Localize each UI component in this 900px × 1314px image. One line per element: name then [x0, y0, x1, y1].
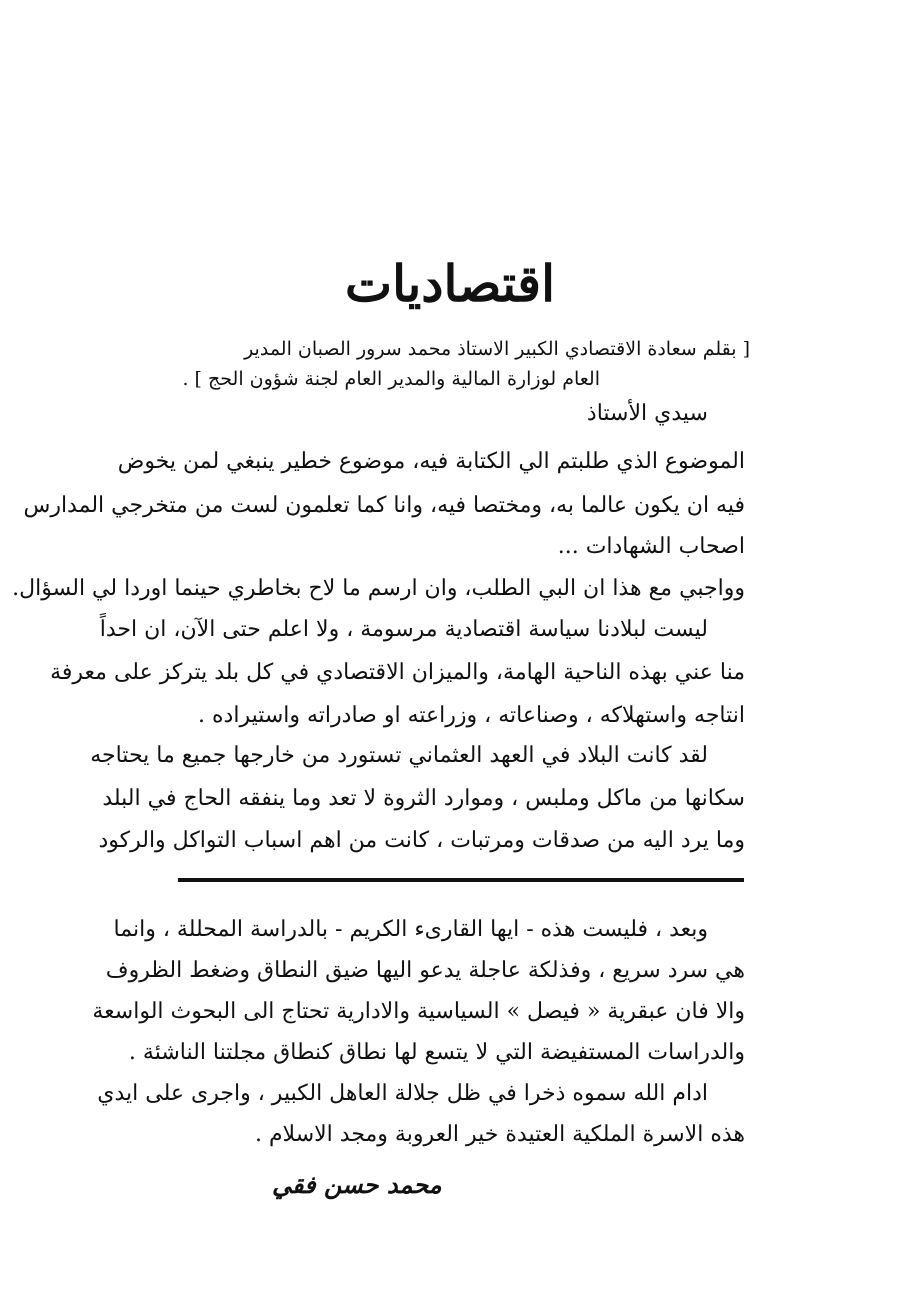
- closing-line: والدراسات المستفيضة التي لا يتسع لها نطاق كنطاق مجلتنا الناشئة .: [128, 1040, 745, 1065]
- body-line: ليست لبلادنا سياسة اقتصادية مرسومة ، ولا اعلم حتى الآن، ان احداً: [99, 617, 708, 642]
- article-title: اقتصاديات: [345, 254, 555, 313]
- closing-line: وبعد ، فليست هذه - ايها القارىء الكريم - بالدراسة المحللة ، وانما: [113, 917, 708, 942]
- author-credit-line-1: [ بقلم سعادة الاقتصادي الكبير الاستاذ محمد سرور الصبان المدير: [244, 338, 750, 360]
- closing-line: هي سرد سريع ، وفذلكة عاجلة يدعو اليها ضيق النطاق وضغط الظروف: [105, 958, 745, 983]
- body-line: فيه ان يكون عالما به، ومختصا فيه، وانا كما تعلمون لست من متخرجي المدارس: [23, 493, 745, 518]
- body-line: وواجبي مع هذا ان البي الطلب، وان ارسم ما لاح بخاطري حينما اوردا لي السؤال.: [12, 576, 745, 601]
- body-line: لقد كانت البلاد في العهد العثماني تستورد من خارجها جميع ما يحتاجه: [90, 743, 708, 768]
- body-line: سكانها من ماكل وملبس ، وموارد الثروة لا تعد وما ينفقه الحاج في البلد: [102, 786, 745, 811]
- author-credit-line-2: العام لوزارة المالية والمدير العام لجنة شؤون الحج ] .: [182, 368, 600, 390]
- body-line: الموضوع الذي طلبتم الي الكتابة فيه، موضوع خطير ينبغي لمن يخوض: [117, 449, 745, 474]
- body-line: وما يرد اليه من صدقات ومرتبات ، كانت من اهم اسباب التواكل والركود: [98, 828, 745, 853]
- closing-line: هذه الاسرة الملكية العتيدة خير العروبة ومجد الاسلام .: [254, 1122, 745, 1147]
- body-line: انتاجه واستهلاكه ، وصناعاته ، وزراعته او صادراته واستيراده .: [198, 703, 745, 728]
- salutation: سيدي الأستاذ: [586, 401, 708, 426]
- body-line: اصحاب الشهادات ...: [557, 534, 745, 559]
- body-line: منا عني بهذه الناحية الهامة، والميزان الاقتصادي في كل بلد يتركز على معرفة: [50, 660, 745, 685]
- section-divider: [178, 878, 744, 882]
- closing-line: ادام الله سموه ذخرا في ظل جلالة العاهل الكبير ، واجرى على ايدي: [97, 1081, 708, 1106]
- author-signature: محمد حسن فقي: [272, 1170, 442, 1199]
- closing-line: والا فان عبقرية « فيصل » السياسية والادارية تحتاج الى البحوث الواسعة: [92, 999, 745, 1024]
